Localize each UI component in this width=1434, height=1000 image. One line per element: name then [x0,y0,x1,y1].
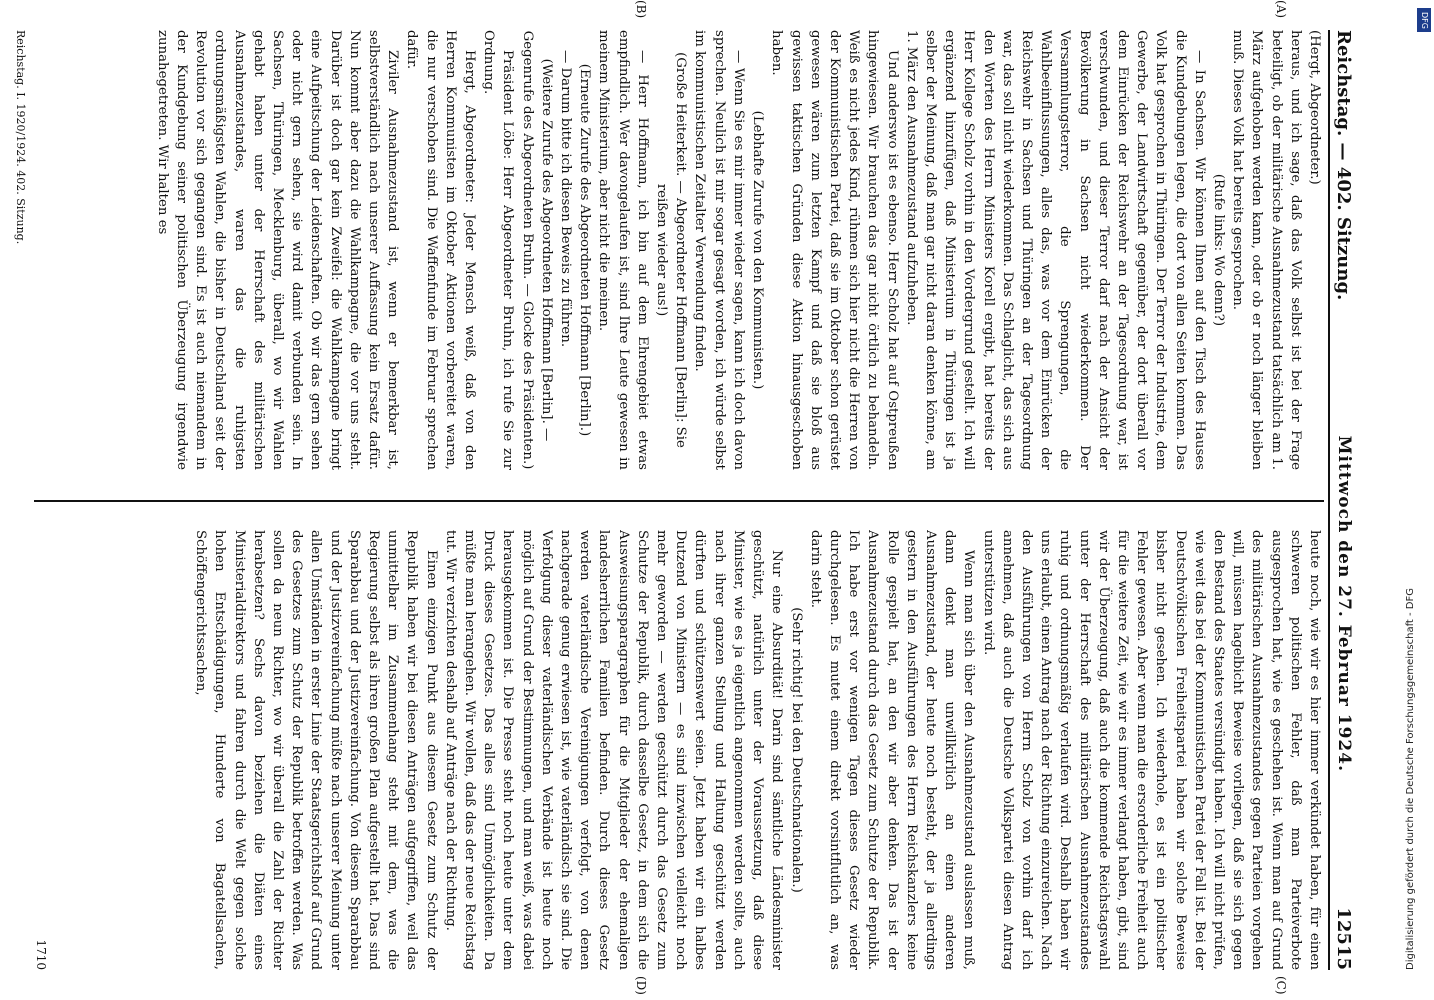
margin-marker-c: (C) [1274,976,1288,995]
paragraph: Nur eine Absurdität! Darin sind sämtliche Ländesminister geschützt, natürlich unter der Voraussetzung, daß diese Minister, wie es ja eigentlich angenommen werden sollte, auch nach ihrer ganzen Stellung und Haltung geschützt werden dürften und schützenswert seien. Jetzt haben wir ein halbes Dutzend von Ministern — es sind inzwischen vielleicht noch mehr geworden — werden geschützt durch das Gesetz zum Schutze der Republik, durch dasselbe Gesetz, in dem sich die Ausweisungsparagraphen für die Mitglieder der ehemaligen landesherrlichen Familien befinden. Durch dieses Gesetz werden vaterländische Vereinigungen verfolgt, von denen nachgerade genug erwiesen ist, wie vaterländisch sie sind. Die Verfolgung dieser vaterländischen Verbände ist heute noch möglich auf Grund der Bestimmungen, und man weiß, was dabei herausgekommen ist. Die Presse steht noch heute unter dem Druck dieses Gesetzes. Das alles sind Unmöglichkeiten. Da müßte man herangehen. Wir wollen, daß das der neue Reichstag tut. Wir verzichten deshalb auf Anträge nach der Richtung. [442,530,785,970]
paragraph: (Weitere Zurufe des Abgeordneten Hoffmann [Berlin]. — Gegenrufe des Abgeordneten Bruhn. — Glocke des Präsidenten.) [519,30,554,470]
rotated-document [10,0,1370,995]
page-number: 12515 [1333,907,1355,970]
paragraph: heraus, und ich sage, daß das Volk selbst ist bei der Frage beteiligt, ob der militärische Ausnahmezustand tatsächlich am 1. März aufgehoben werden kann, oder ob er noch länger bleiben muß. Dieses Volk hat bereits gesprochen. [1230,30,1303,470]
paragraph: (Lebhafte Zurufe von den Kommunisten.) [750,110,766,390]
right-column [34,530,1324,970]
digitization-note: Digitalisierung gefördert durch die Deutsche Forschungsgemeinschaft - DFG [1405,587,1416,970]
footer-page-code: 1710 [34,939,48,970]
footer-left: Reichstag. I. 1920/1924. 402. Sitzung. [14,30,27,245]
paragraph: Hergt, Abgeordneter: Jeder Mensch weiß, daß von den Herren Kommunisten im Oktober Aktionen vorbereitet waren, die nur verschoben sind. Die Waffenfunde im Februar sprechen dafür. [404,30,478,470]
header-session: Reichstag. — 402. Sitzung. [1333,30,1355,301]
paragraph: Ziviler Ausnahmezustand ist, wenn er bemerkbar ist, selbstverständlich nach unserer Auffassung kein Ersatz dafür. Nun kommt aber dazu die Wahlkampagne, die vor uns steht. Darüber ist doch gar kein Zweifel: die Wahlkampagne bringt eine Aufpeitschung der Leidenschaften. Ob wir das gern sehen oder nicht gern sehen, sie wird damit verbunden sein. In Sachsen, Thüringen, Mecklenburg, überall, wo wir Wahlen gehabt haben unter der Herrschaft des militärischen Ausnahmezustandes, waren das die ruhigsten ordnungsmäßigsten Wahlen, die bisher in Deutschland seit der Revolution vor sich gegangen sind. Es ist auch niemandem in der Kundgebung seiner politischen Überzeugung irgendwie zunahegetreten. Wir halten es [154,30,401,470]
header-date: Mittwoch den 27. Februar 1924. [1334,435,1355,773]
margin-marker-b: (B) [634,0,648,19]
dfg-logo: DFG [1417,8,1431,32]
margin-marker-d: (D) [634,976,648,995]
paragraph: (Hergt, Abgeordneter.) [1307,30,1322,185]
page-header [1328,30,1370,970]
paragraph: (Große Heiterkeit. — Abgeordneter Hoffmann [Berlin]: Sie reißen wieder aus!) [654,52,689,448]
paragraph: Wenn man sich über den Ausnahmezustand auslassen muß, dann denkt man unwillkürlich an einen anderen Ausnahmezustand, der heute noch besteht, der ja allerdings gestern in den Ausführungen des Herrn Reichskanzlers keine Rolle gespielt hat, an den wir aber denken. Das ist der Ausnahmezustand durch das Gesetz zum Schutze der Republik. Ich habe erst vor wenigen Tagen dieses Gesetz wieder durchgelesen. Es mutet einem direkt vorsintflutlich an, was darin steht. [807,530,977,970]
paragraph: (Rufe links: Wo denn?) [1210,173,1226,327]
paragraph: heute noch, wie wir es hier immer verkündet haben, für einen schweren politischen Fehler, daß man Parteiverbote ausgesprochen hat, wie es geschehen ist. Wenn man auf Grund des militärischen Ausnahmezustandes gegen Parteien vorgehen will, müssen hagelbicht Beweise vorliegen, daß sie sich gegen den Bestand des Staates versündigt haben. Ich will nicht prüfen, wie weit das bei der Kommunistischen Partei der Fall ist. Bei der Deutschvölkischen Freiheitspartei haben wir solche Beweise bisher nicht gesehen. Ich wiederhole, es ist ein politischer Fehler gewesen. Aber wenn man die ersorderliche Freiheit auch für die weitere Zeit, wie wir es immer verlangt haben, gibt, sind wir der Überzeugung, daß auch die kommende Reichstagswahl unter der Herrschaft des militärischen Ausnahmezustandes ruhig und ordnungsmäßig verlaufen wird. Deshalb haben wir uns erlaubt, einen Antrag nach der Richtung einzureichen. Nach den Ausführungen von Herrn Scholz von vorhin darf ich annehmen, daß auch die Deutsche Volkspartei diesen Antrag unterstützen wird. [980,530,1322,970]
paragraph: Und anderswo ist es ebenso. Herr Scholz hat auf Ostpreußen hingewiesen. Wir brauchen das gar nicht örtlich zu behandeln. Weiß es nicht jedes Kind, rühmen sich hier nicht die Herren von der Kommunistischen Partei, daß sie im Oktober schon gerüstet gewesen wären zum letzten Kampf und daß sie bloß aus gewissen taktischen Gründen diese Aktion hinausgeschoben haben. [769,30,900,470]
paragraph: — Wenn Sie es mir immer wieder sagen, kann ich doch davon sprechen. Neulich ist mir sogar gesagt worden, ich würde selbst im kommunistischen Zeitalter Verwendung finden. [692,30,746,470]
paragraph: — In Sachsen. Wir können Ihnen auf den Tisch des Hauses die Kundgebungen legen, die dort von allen Seiten kommen. Das Volk hat gesprochen in Thüringen. Der Terror der Industrie, dem Gewerbe, der Landwirtschaft gegenüber, der dort überall vor dem Einrücken der Reichswehr an der Tagesordnung war, ist verschwunden, und dieser Terror darf nach der Ansicht der Bevölkerung in Sachsen nicht wiederkommen. Der Versammlungsterror, die Sprengungen, die Wahlbeeinflussungen, alles das, was vor dem Einrücken der Reichswehr in Sachsen und Thüringen an der Tagesordnung war, das soll nicht wiederkommen. Das Schlaglicht, das sich aus den Worten des Herrn Ministers Korell ergibt, hat bereits der Herr Kollege Scholz vorhin in den Vordergrund gestellt. Ich will ergänzend hinzufügen, daß Ministerium in Thüringen ist ja selber der Meinung, daß man gar nicht daran denken könne, am 1. März den Ausnahmezustand aufzuheben. [903,30,1207,470]
paragraph: — Herr Hoffmann, ich bin auf dem Ehrengebiet etwas empfindlich. Wer davongelaufen ist, sind Ihre Leute gewesen in meinem Ministerium, aber nicht die meinen. [596,30,650,470]
paragraph: Einen einzigen Punkt aus diesem Gesetz zum Schutz der Republik haben wir bei diesen Anträgen aufgegriffen, weil das unmittelbar im Zusammenhang steht mit dem, was die Regierung selbst als ihren großen Plan aufgestellt hat. Das sind Sparabbau und der Justizvereinfachung. Von diesem Sparabbau und der Justizvereinfachung müßte nach unserer Meinung unter allen Umständen in erster Linie der Staatsgerichtshof auf Grund des Gesetzes zum Schutz der Republik betroffen werden. Was sollen da neun Richter, wo wir überall die Zahl der Richter herabsetzen? Sechs davon beziehen die Diäten eines Ministerialdirektors und fahren durch die Welt gegen solche hohen Entschädigungen, Hunderte von Bagatellsachen, Schöffengerichtssachen, [193,530,439,970]
margin-marker-a: (A) [1274,0,1288,19]
column-divider [34,500,1324,502]
paragraph: (Sehr richtig! bei den Deutschnationalen.) [788,607,804,893]
paragraph: (Erneute Zurufe des Abgeordneten Hoffmann [Berlin].) [577,63,593,437]
left-column [34,30,1324,470]
paragraph: — Darum bitte ich diesen Beweis zu führen. [558,50,574,348]
paragraph: Präsident Löbe: Herr Abgeordneter Bruhn, ich rufe Sie zur Ordnung. [481,30,516,470]
